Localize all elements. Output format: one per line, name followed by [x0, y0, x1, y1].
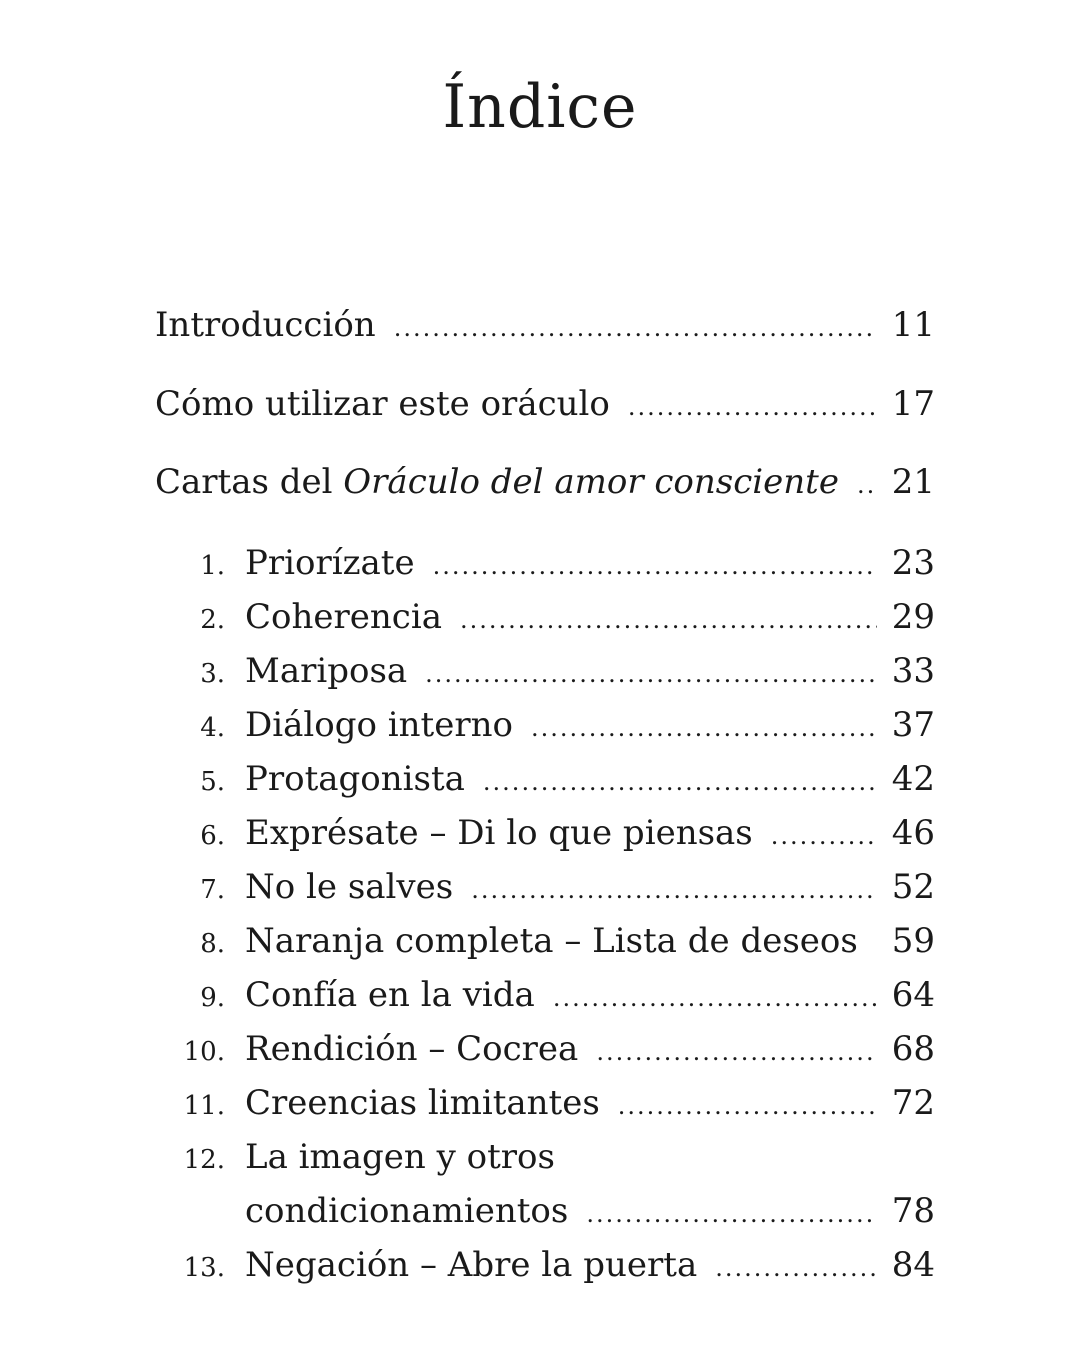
entry-label: Negación – Abre la puerta	[245, 1245, 698, 1285]
page-number: 78	[891, 1191, 935, 1231]
dot-leader	[433, 552, 877, 580]
card-number: 13.	[183, 1253, 225, 1283]
toc-entry-cartas[interactable]	[155, 462, 935, 512]
page-number: 52	[891, 867, 935, 907]
toc-card-entry[interactable]	[155, 705, 935, 755]
toc-card-entry[interactable]	[155, 1029, 935, 1079]
entry-label: Diálogo interno	[245, 705, 513, 745]
toc-card-entry[interactable]	[155, 921, 935, 971]
page-title: Índice	[442, 72, 638, 142]
toc-card-entry-continuation[interactable]	[155, 1191, 935, 1241]
entry-label-continuation: condicionamientos	[245, 1191, 569, 1231]
entry-label: Exprésate – Di lo que piensas	[245, 813, 753, 853]
card-number: 10.	[183, 1037, 225, 1067]
entry-label: Protagonista	[245, 759, 465, 799]
page-number: 46	[891, 813, 935, 853]
toc-entry-como-utilizar[interactable]	[155, 384, 935, 434]
entry-label-italic: Oráculo del amor consciente	[343, 462, 839, 502]
dot-leader	[596, 1038, 877, 1066]
page-number: 72	[891, 1083, 935, 1123]
card-number: 4.	[200, 713, 225, 743]
card-number: 2.	[200, 605, 225, 635]
entry-label: Rendición – Cocrea	[245, 1029, 579, 1069]
entry-label: Naranja completa – Lista de deseos	[245, 921, 858, 961]
card-number: 3.	[200, 659, 225, 689]
card-number: 7.	[200, 875, 225, 905]
entry-label: Priorízate	[245, 543, 415, 583]
entry-label: Confía en la vida	[245, 975, 535, 1015]
dot-leader	[857, 471, 877, 499]
card-number: 12.	[183, 1145, 225, 1175]
card-number: 11.	[183, 1091, 225, 1121]
entry-label: La imagen y otros	[245, 1137, 555, 1177]
toc-card-entry[interactable]	[155, 597, 935, 647]
toc-card-entry[interactable]	[155, 651, 935, 701]
entry-label: Creencias limitantes	[245, 1083, 600, 1123]
toc-card-entry[interactable]	[155, 813, 935, 863]
dot-leader	[876, 930, 877, 958]
toc-entry-introduccion[interactable]	[155, 305, 935, 355]
dot-leader	[531, 714, 877, 742]
dot-leader	[471, 876, 877, 904]
page-number: 59	[891, 921, 935, 961]
page-number: 84	[891, 1245, 935, 1285]
page-number: 33	[891, 651, 935, 691]
entry-label	[155, 462, 839, 502]
card-number: 6.	[200, 821, 225, 851]
page-number: 42	[891, 759, 935, 799]
page-number: 17	[891, 384, 935, 424]
entry-label: Introducción	[155, 305, 376, 345]
dot-leader	[483, 768, 877, 796]
toc-card-entry[interactable]	[155, 867, 935, 917]
card-number: 1.	[200, 551, 225, 581]
dot-leader	[771, 822, 877, 850]
dot-leader	[586, 1200, 877, 1228]
entry-label: No le salves	[245, 867, 454, 907]
dot-leader	[715, 1254, 877, 1282]
page-number: 64	[891, 975, 935, 1015]
toc-card-entry[interactable]	[155, 1245, 935, 1295]
dot-leader	[618, 1092, 877, 1120]
toc-card-entry[interactable]	[155, 759, 935, 809]
dot-leader	[553, 984, 877, 1012]
entry-label: Cómo utilizar este oráculo	[155, 384, 610, 424]
page-number: 37	[891, 705, 935, 745]
entry-label: Mariposa	[245, 651, 408, 691]
toc-card-entry[interactable]	[155, 975, 935, 1025]
page-number: 11	[891, 305, 935, 345]
page-number: 29	[891, 597, 935, 637]
card-number: 8.	[200, 929, 225, 959]
page-number: 68	[891, 1029, 935, 1069]
card-number: 9.	[200, 983, 225, 1013]
dot-leader	[425, 660, 877, 688]
dot-leader	[394, 314, 877, 342]
toc-card-entry[interactable]	[155, 1137, 935, 1187]
dot-leader	[460, 606, 877, 634]
card-number: 5.	[200, 767, 225, 797]
entry-label-plain: Cartas del	[155, 462, 344, 502]
dot-leader	[628, 393, 877, 421]
toc-card-entry[interactable]	[155, 1083, 935, 1133]
toc-card-entry[interactable]	[155, 543, 935, 593]
page-number: 23	[891, 543, 935, 583]
entry-label: Coherencia	[245, 597, 442, 637]
page-number: 21	[891, 462, 935, 502]
